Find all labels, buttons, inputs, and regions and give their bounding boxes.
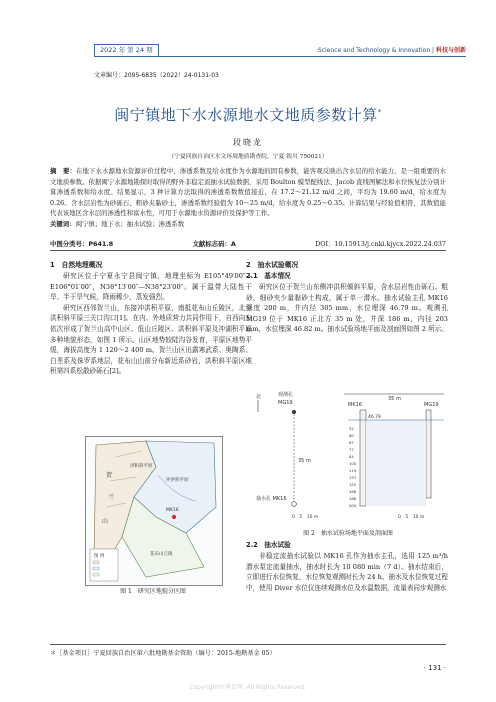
- right-column: [246, 260, 448, 335]
- section-1-heading: 1 自然地理概况: [50, 261, 103, 269]
- article-number: 文章编号：2095-6835（2022）24-0131-03: [94, 72, 219, 79]
- page-number: · 131 ·: [423, 664, 446, 672]
- svg-text:137: 137: [349, 475, 357, 480]
- svg-text:100: 100: [349, 461, 357, 466]
- section-right-well: MG19: [424, 402, 439, 408]
- classification-row: [50, 239, 446, 248]
- svg-text:60: 60: [349, 433, 354, 438]
- abstract-text: 在地下水水源地水资源评价过程中，渗透系数及给水度作为水源地的固有参数，能客观反映出含水层的给水能力，是一组重要的水文地质参数。依据闽宁水源地勘探时取得的野外非稳定流抽水试验数据，采用 Boulton 模型配线法、Jacob 直线图解法和水位恢复法分别计算渗透系数和给水度。结果显示，3 种计算方法取得的渗透系数数值接近，在 17.2～21.12 m/d 之间，平均为 19.60 m/d，给水度为 0.26。含水层岩性为砂砾石、粗砂夹黏砂土，渗透系数经验值为 10～25 m/d，给水度为 0.25～0.35。计算结果与经验值相符，其数值能代表该地区含水层的渗透性和富水性，可用于水源地水资源评价及保护等工作。: [50, 167, 447, 218]
- water-level-value: 46.79: [368, 415, 381, 420]
- svg-text:52: 52: [349, 426, 354, 431]
- journal-name-en: Science and Technology & Innovation: [317, 47, 431, 54]
- journal-header: [94, 44, 466, 57]
- svg-text:84: 84: [349, 454, 354, 459]
- figure-1-map: [85, 436, 223, 586]
- section-1-paragraph-2: 研究区西邻贺兰山，东接冲洪积平原，南抵花布山丘陵区，北至洪积斜平原三关口沟口[1]。在内、外地质营力共同作用下，自西向东依次形成了贺兰山高中山区、低山丘陵区、洪积斜平原及冲湖积平原多种地貌形态，如图 1 所示。山区地势较陡沟谷发育，平原区地势平缓，海拔高度为 1 120～2 400 m。贺兰山区出露寒武系、奥陶系、白垩系及侏罗系地层，花布山山前分布新近系砂岩，洪积斜平原区堆积第四系松散砂砾石[2]。: [50, 303, 252, 376]
- journal-name-cn: 科技与创新: [435, 47, 466, 54]
- section-2-1-paragraph: 研究区位于贺兰山东侧冲洪积倾斜平原，含水层岩性由砾石、粗砂，细砂夹少量黏砂土构成，属于单一潜水。抽水试验主孔 MK16 深度 200 m，井内径 305 mm，水位埋深 46.79 m。观测孔 MG19 位于 MK16 正北方 35 m 处，井深 186 m，内径 203 mm，水位埋深 46.82 m。抽水试验场地平面及剖面图如图 2 所示。: [246, 283, 448, 334]
- svg-text:77: 77: [349, 447, 354, 452]
- clc-number: 中图分类号：P641.8: [50, 240, 114, 248]
- map-label-lan: 兰: [108, 494, 115, 501]
- section-distance: 35 m: [388, 396, 401, 402]
- svg-text:67: 67: [349, 440, 354, 445]
- map-label-he: 贺: [106, 472, 113, 479]
- section-1-paragraph-1: 研究区位于宁夏永宁县闽宁镇，地理坐标为 E105°49′00″—E106°01′00″，N38°13′00″—N38°23′00″。属于温带大陆性干旱、半干旱气候，降雨稀少，蒸发强烈。: [50, 272, 252, 302]
- plan-scale: 0 5 10 m: [292, 515, 319, 520]
- map-label-mk16: MK16: [166, 508, 179, 513]
- section-2-2-paragraph: 非稳定流抽水试验以 MK16 孔作为抽水主孔，选用 125 m³/h 潜水泵定流量抽水，抽水时长为 10 080 min（7 d）。抽水结束后，立即进行水位恢复，水位恢复观测时长为 24 h。抽水及水位恢复过程中，使用 Diver 水位仪连续观测水位及水温数据，流量表同步观测水: [246, 552, 448, 592]
- abstract: [50, 166, 446, 230]
- journal-name: Science and Technology & Innovation | 科技与创新: [317, 47, 466, 54]
- section-2-2-heading: 2.2 抽水试验: [246, 541, 291, 549]
- obs-well-marker: [292, 410, 296, 414]
- svg-text:186: 186: [349, 496, 357, 501]
- svg-text:152: 152: [349, 482, 357, 487]
- svg-text:168: 168: [349, 489, 357, 494]
- funding-footnote: ＊［基金项目］宁夏回族自治区第六批地勘基金资助（编号：2015-地勘基金 05）: [50, 644, 446, 657]
- map-label-alluvial-plain: 冲洪积平原: [166, 478, 189, 483]
- section-2-1-heading: 2.1 基本情况: [246, 272, 291, 280]
- map-label-shan: 山: [102, 518, 109, 525]
- obs-well-label: 观测孔: [278, 392, 294, 398]
- map-label-hills: 花布山丘陵: [150, 552, 173, 557]
- figure-1-caption: 图 1 研究区地貌分区图: [120, 588, 186, 595]
- map-legend-title: 图 例: [94, 554, 105, 559]
- site-plan-and-section: [248, 386, 448, 524]
- author: 段晓龙: [233, 138, 263, 147]
- abstract-label: 摘 要：: [50, 167, 76, 175]
- doi: DOI：10.15913/j.cnki.kjycx.2022.24.037: [315, 240, 446, 248]
- title-footnote-mark: *: [377, 108, 382, 116]
- title-text: 闽宁镇地下水水源地水文地质参数计算: [114, 106, 378, 124]
- section-scale: 0 5 10 m: [398, 515, 425, 520]
- document-code: 文献标志码：A: [192, 240, 236, 248]
- main-well-marker: [292, 502, 297, 507]
- svg-text:119: 119: [349, 468, 357, 473]
- divider: [50, 250, 446, 251]
- keywords-label: 关键词：: [50, 219, 76, 228]
- keywords-text: 闽宁镇；地下水；抽水试验；渗透系数: [75, 219, 185, 228]
- section-2-heading: 2 抽水试验概况: [246, 261, 299, 269]
- obs-well-id: MG19: [278, 400, 293, 406]
- figure-2-site-plan: [248, 386, 448, 524]
- main-well-casing: [360, 410, 366, 506]
- copyright-watermark: Copyright©博看网. All Rights Reserved.: [189, 684, 307, 691]
- obs-well-casing: [426, 410, 431, 498]
- figure-2-caption: 图 2 抽水试验场地平面及剖面图: [303, 530, 393, 537]
- paper-title: [0, 104, 496, 125]
- issue-tag: 2022 年 第 24 期: [94, 44, 159, 56]
- svg-text:200: 200: [349, 503, 357, 508]
- main-well-label: 抽水孔 MK16: [256, 496, 287, 502]
- geomorphology-map: [86, 437, 222, 585]
- left-column: [50, 260, 252, 377]
- affiliation: （宁夏回族自治区水文环境地质勘查院，宁夏 银川 750021）: [168, 154, 328, 160]
- map-label-alluvial-slope: 洪积斜平原: [130, 464, 153, 469]
- right-column-lower: [246, 540, 448, 593]
- section-left-well: MK16: [348, 402, 362, 408]
- north-label: 北: [256, 394, 262, 400]
- depth-labels: [349, 426, 357, 508]
- plan-distance: 35 m: [298, 458, 311, 464]
